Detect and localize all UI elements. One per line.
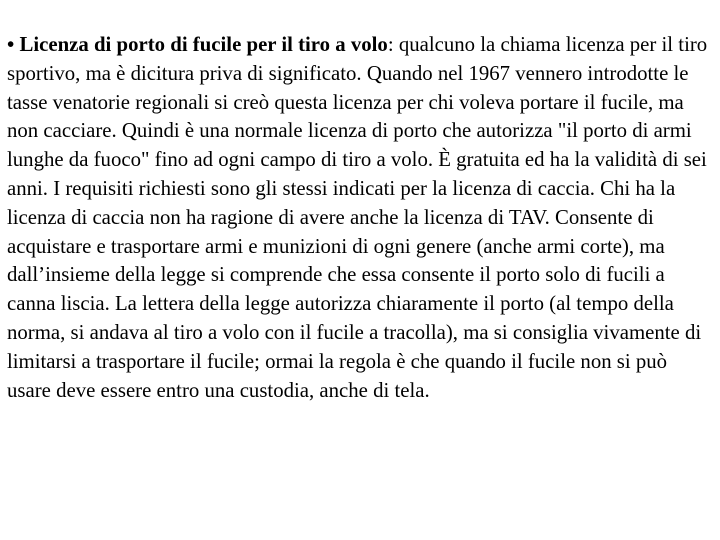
body-paragraph [7,31,713,405]
paragraph-text: : qualcuno la chiama licenza per il tiro sportivo, ma è dicitura priva di significato. Quando nel 1967 vennero introdotte le tasse venatorie regionali si creò questa licenza per chi voleva portare il fucile, ma non cacciare. Quindi è una normale licenza di porto che autorizza "il porto di armi lunghe da fuoco" fino ad ogni campo di tiro a volo. È gratuita ed ha la validità di sei anni. I requisiti richiesti sono gli stessi indicati per la licenza di caccia. Chi ha la licenza di caccia non ha ragione di avere anche la licenza di TAV. Consente di acquistare e trasportare armi e munizioni di ogni genere (anche armi corte), ma dall’insieme della legge si comprende che essa consente il porto solo di fucili a canna liscia. La lettera della legge autorizza chiaramente il porto (al tempo della norma, si andava al tiro a volo con il fucile a tracolla), ma si consiglia vivamente di limitarsi a trasportare il fucile; ormai la regola è che quando il fucile non si può usare deve essere entro una custodia, anche di tela. [7,33,708,402]
bullet-heading: • Licenza di porto di fucile per il tiro a volo [7,33,388,56]
